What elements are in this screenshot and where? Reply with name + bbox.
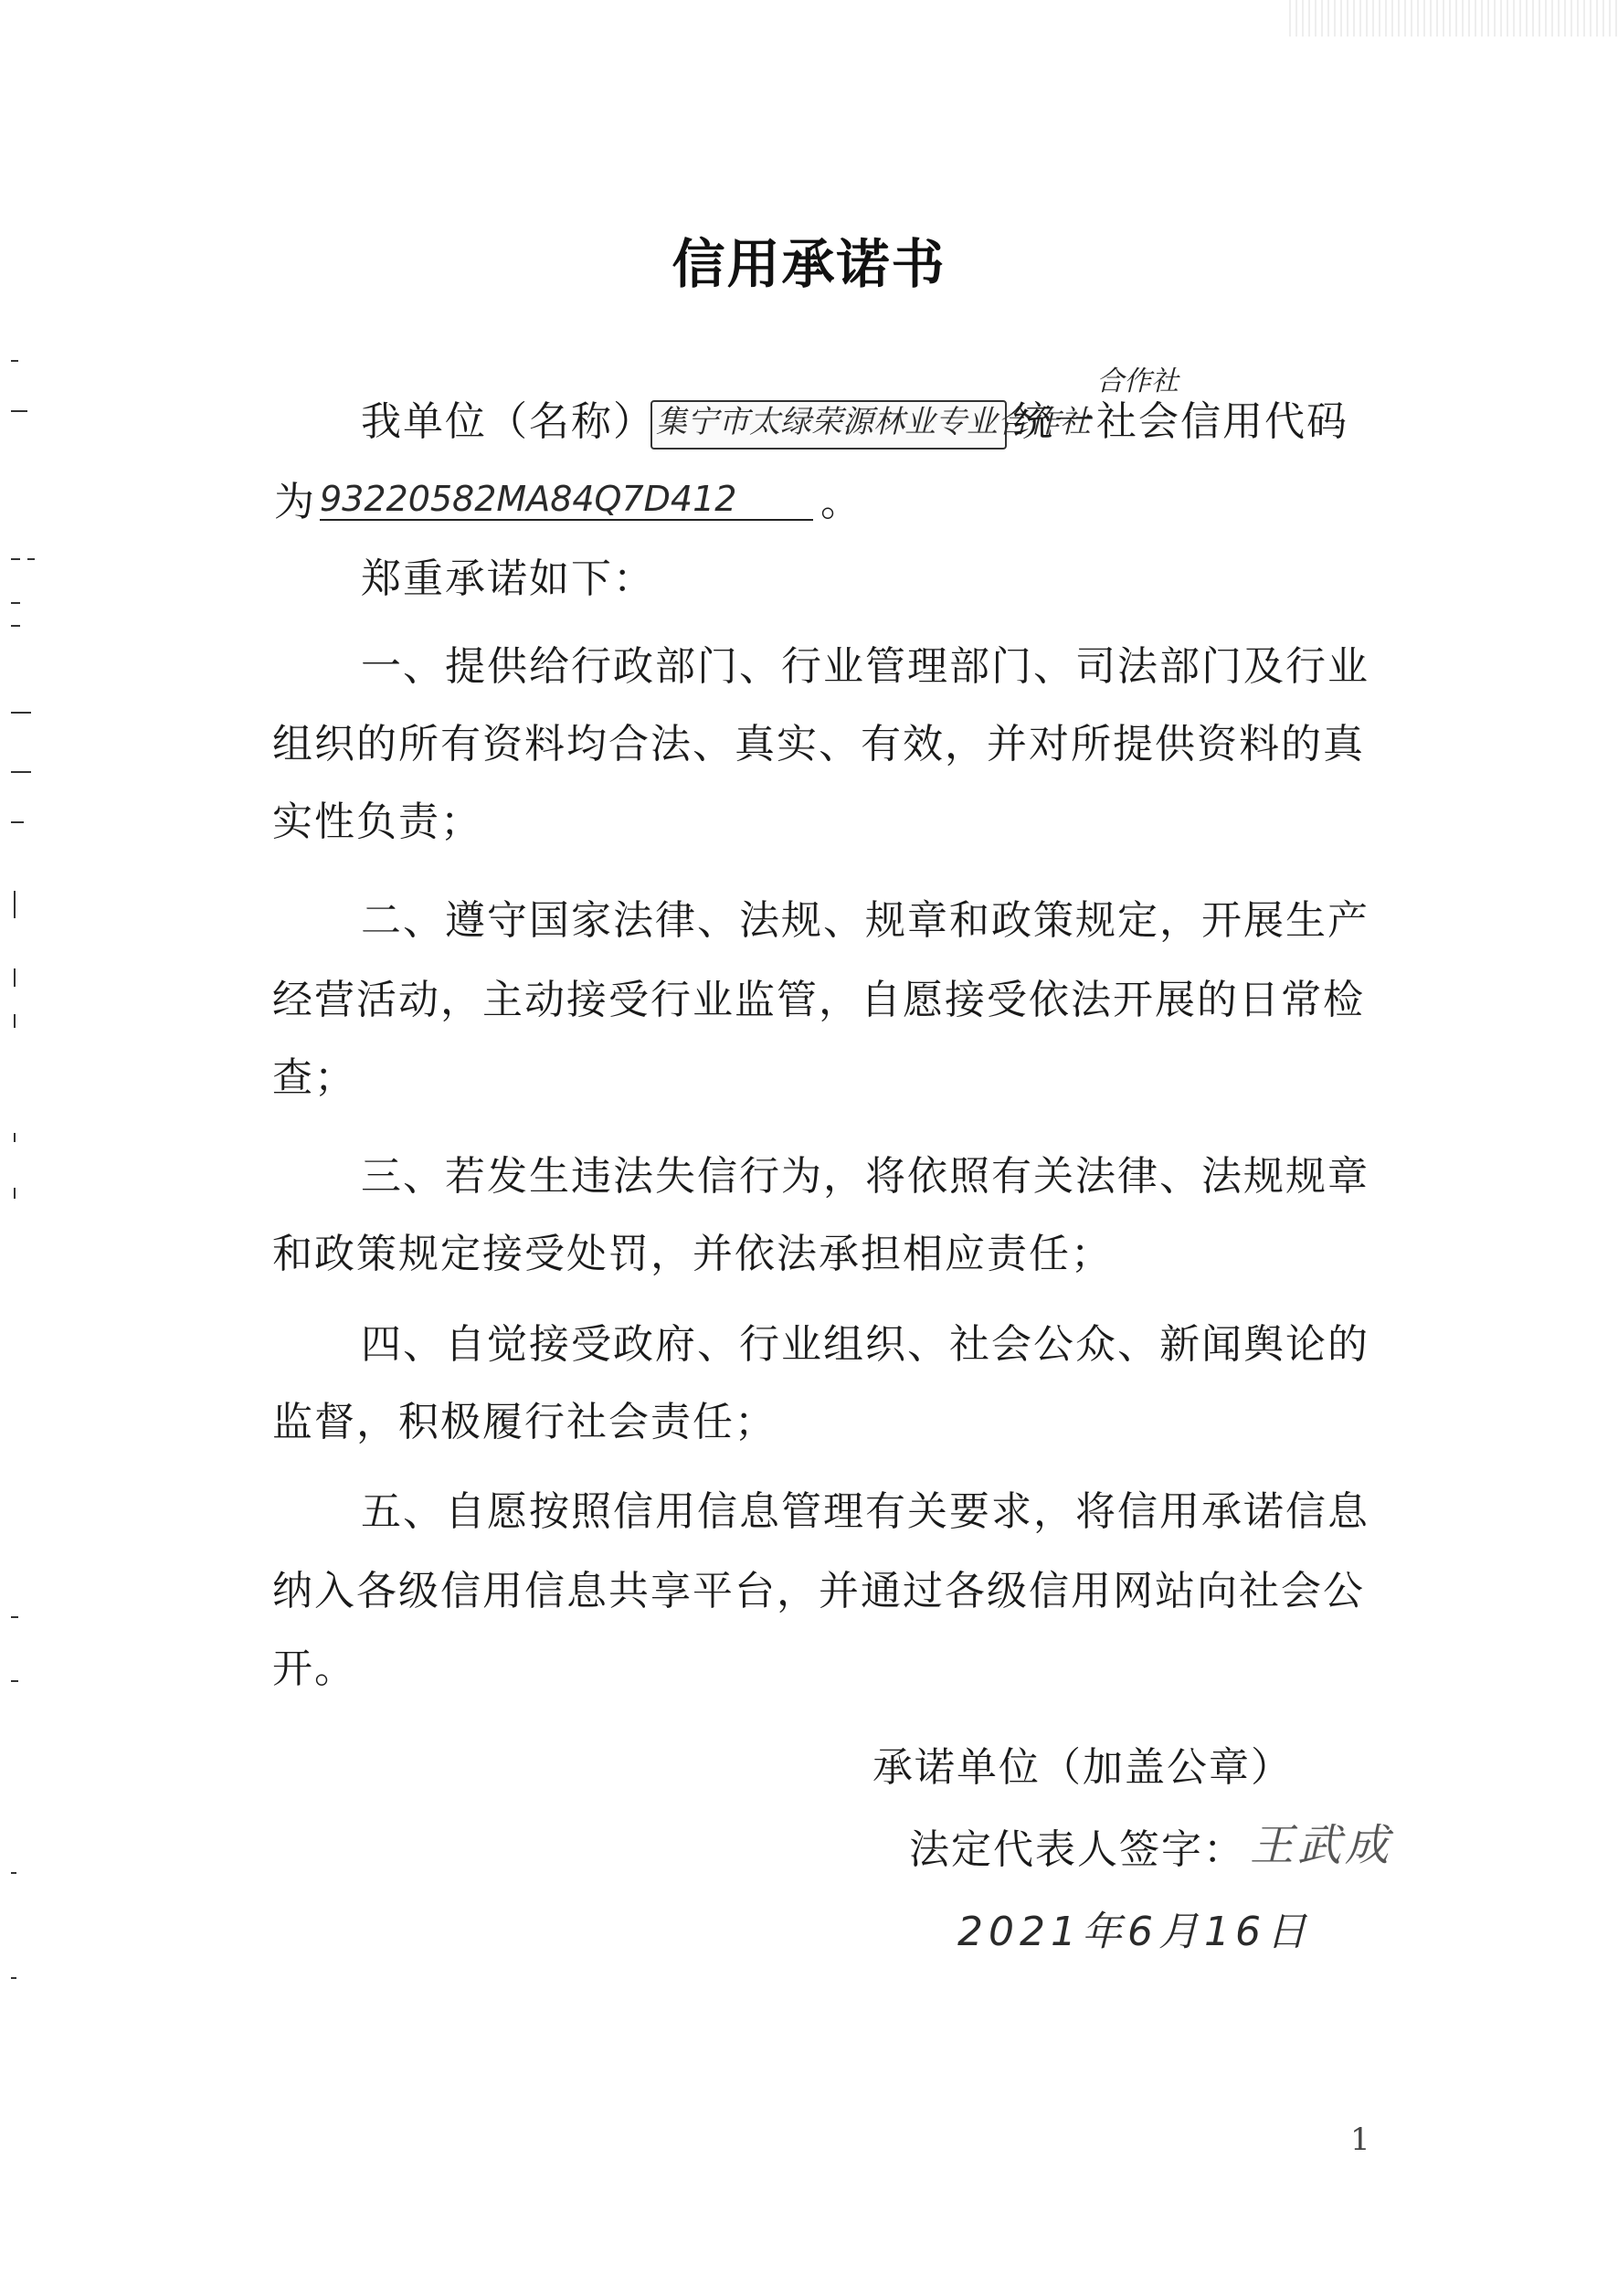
item-2-line-2: 经营活动，主动接受行业监管，自愿接受依法开展的日常检 (272, 977, 1365, 1023)
item-4-line-2: 监督，积极履行社会责任； (272, 1399, 777, 1445)
intro-prefix: 我单位（名称） (361, 398, 655, 445)
intro-line-1 (361, 395, 655, 450)
credit-code: 93220582MA84Q7D412 (320, 479, 737, 519)
document-title: 信用承诺书 (672, 233, 946, 295)
item-5-line-1: 五、自愿按照信用信息管理有关要求，将信用承诺信息 (361, 1488, 1369, 1535)
intro-suffix: 统一社会信用代码 (1012, 398, 1348, 445)
item-1-line-2: 组织的所有资料均合法、真实、有效，并对所提供资料的真 (272, 721, 1365, 767)
item-1-line-1: 一、提供给行政部门、行业管理部门、司法部门及行业 (361, 643, 1369, 690)
intro-line-2-prefix: 为 (274, 479, 316, 525)
item-2-line-3: 查； (272, 1054, 356, 1101)
company-name-overwrite: 合作社 (1096, 365, 1179, 397)
signing-date: 2021年6月16日 (957, 1909, 1312, 1955)
credit-code-underline (320, 519, 813, 521)
company-name: 集宁市太绿荣源林业专业合作社 (656, 404, 1091, 440)
scan-edge-marks (0, 0, 37, 2296)
intro-line-2-suffix: 。 (820, 479, 862, 525)
legal-rep-label: 法定代表人签字： (909, 1826, 1245, 1873)
item-4-line-1: 四、自觉接受政府、行业组织、社会公众、新闻舆论的 (361, 1321, 1369, 1368)
item-3-line-2: 和政策规定接受处罚，并依法承担相应责任； (272, 1231, 1113, 1277)
item-3-line-1: 三、若发生违法失信行为，将依照有关法律、法规规章 (361, 1153, 1369, 1200)
promising-unit-label: 承诺单位（加盖公章） (872, 1744, 1293, 1791)
scan-noise (1289, 0, 1618, 37)
item-1-line-3: 实性负责； (272, 799, 482, 845)
item-5-line-3: 开。 (272, 1645, 356, 1692)
item-5-line-2: 纳入各级信用信息共享平台，并通过各级信用网站向社会公 (272, 1568, 1365, 1614)
lead-text: 郑重承诺如下： (361, 555, 655, 602)
page-number: 1 (1350, 2121, 1370, 2158)
item-2-line-1: 二、遵守国家法律、法规、规章和政策规定，开展生产 (361, 897, 1369, 944)
legal-rep-signature: 王武成 (1250, 1820, 1393, 1871)
